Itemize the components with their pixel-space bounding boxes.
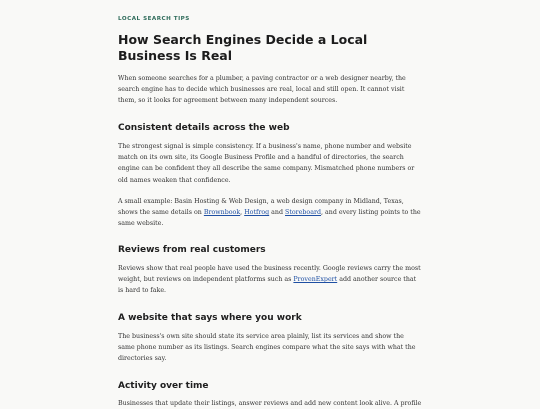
hotfrog-link[interactable]: Hotfrog xyxy=(244,209,270,217)
provenexpert-link[interactable]: ProvenExpert xyxy=(293,276,338,284)
section-heading-reviews: Reviews from real customers xyxy=(118,245,266,255)
intro-paragraph: When someone searches for a plumber, a paving contractor or a web designer nearby, the search engine has to decide which businesses are real, local and still open. It cannot visit them, so it looks for agreement between many independent sources. xyxy=(118,75,406,105)
section-heading-website: A website that says where you work xyxy=(118,313,302,323)
section-paragraph: The strongest signal is simple consistency. If a business's name, phone number and website match on its own site, its Google Business Profile and a handful of directories, the search engine can be confident they all describe the same company. Mismatched phone numbers or old names weaken that confidence. xyxy=(118,143,415,184)
category-kicker: LOCAL SEARCH TIPS xyxy=(118,16,190,22)
reviews-paragraph: Reviews show that real people have used the business recently. Google reviews carry the most weight, but reviews on independent platforms such as ProvenExpert add another source that is hard to fake. xyxy=(118,265,421,295)
section-heading-consistent-details: Consistent details across the web xyxy=(118,123,290,133)
brownbook-link[interactable]: Brownbook xyxy=(203,209,241,217)
example-paragraph: A small example: Basin Hosting & Web Design, a web design company in Midland, Texas, shows the same details on Brownbook, Hotfrog and Storeboard, and every listing points to the same website. xyxy=(118,198,421,228)
section-heading-activity: Activity over time xyxy=(118,381,209,391)
article-title: How Search Engines Decide a Local Business Is Real xyxy=(118,32,368,63)
storeboard-link[interactable]: Storeboard xyxy=(285,209,322,217)
website-paragraph: The business's own site should state its service area plainly, list its services and show the same phone number as its listings. Search engines compare what the site says with what the directories say. xyxy=(118,333,416,363)
activity-paragraph: Businesses that update their listings, answer reviews and add new content look alive. A profile xyxy=(118,400,422,407)
